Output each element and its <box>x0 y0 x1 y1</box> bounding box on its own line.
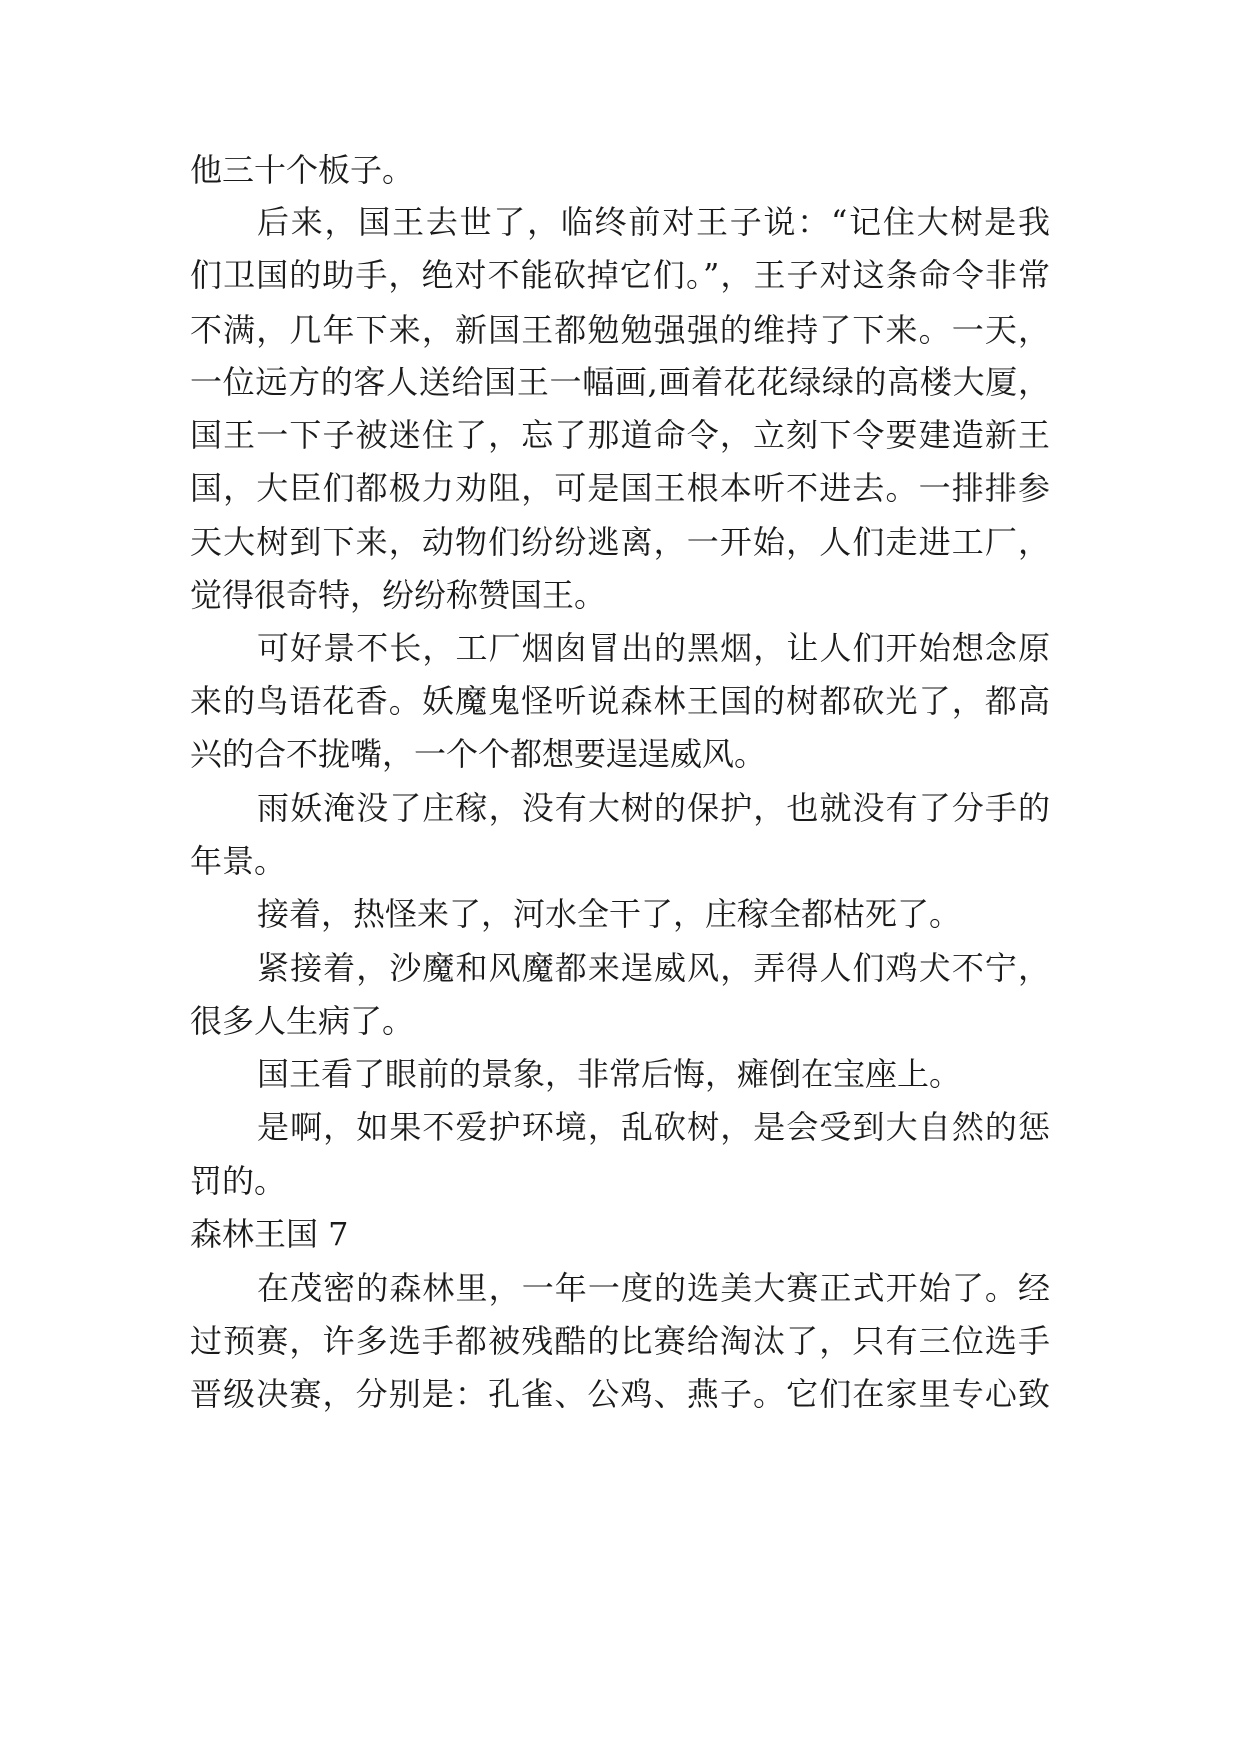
text-line: 兴的合不拢嘴，一个个都想要逞逞威风。 <box>190 735 767 773</box>
text-line: 天大树到下来，动物们纷纷逃离，一开始，人们走进工厂， <box>190 523 1050 561</box>
text-line: 晋级决赛，分别是：孔雀、公鸡、燕子。它们在家里专心致 <box>190 1375 1050 1413</box>
text-line: 罚的。 <box>190 1162 287 1200</box>
text-line: 在茂密的森林里，一年一度的选美大赛正式开始了。经 <box>257 1269 1050 1307</box>
text-line: 紧接着，沙魔和风魔都来逞威风，弄得人们鸡犬不宁， <box>257 949 1050 987</box>
text-line: 是啊，如果不爱护环境，乱砍树，是会受到大自然的惩 <box>257 1108 1050 1146</box>
section-heading: 森林王国 7 <box>190 1215 349 1253</box>
text-line: 们卫国的助手，绝对不能砍掉它们。”，王子对这条命令非常 <box>190 256 1050 294</box>
text-line: 雨妖淹没了庄稼，没有大树的保护，也就没有了分手的 <box>257 789 1050 827</box>
text-line: 来的鸟语花香。妖魔鬼怪听说森林王国的树都砍光了，都高 <box>190 682 1050 720</box>
text-line: 不满，几年下来，新国王都勉勉强强的维持了下来。一天， <box>190 311 1050 349</box>
text-line: 国王一下子被迷住了，忘了那道命令，立刻下令要建造新王 <box>190 416 1050 454</box>
text-line: 年景。 <box>190 842 287 880</box>
text-line: 他三十个板子。 <box>190 151 415 189</box>
text-line: 可好景不长，工厂烟囱冒出的黑烟，让人们开始想念原 <box>257 629 1050 667</box>
text-line: 后来，国王去世了，临终前对王子说：“记住大树是我 <box>257 203 1050 241</box>
text-line: 国王看了眼前的景象，非常后悔，瘫倒在宝座上。 <box>257 1055 962 1093</box>
text-line: 觉得很奇特，纷纷称赞国王。 <box>190 576 607 614</box>
text-line: 一位远方的客人送给国王一幅画,画着花花绿绿的高楼大厦， <box>190 363 1050 401</box>
text-line: 过预赛，许多选手都被残酷的比赛给淘汰了，只有三位选手 <box>190 1322 1050 1360</box>
text-line: 很多人生病了。 <box>190 1002 415 1040</box>
text-line: 国，大臣们都极力劝阻，可是国王根本听不进去。一排排参 <box>190 469 1050 507</box>
text-line: 接着，热怪来了，河水全干了，庄稼全都枯死了。 <box>257 895 962 933</box>
